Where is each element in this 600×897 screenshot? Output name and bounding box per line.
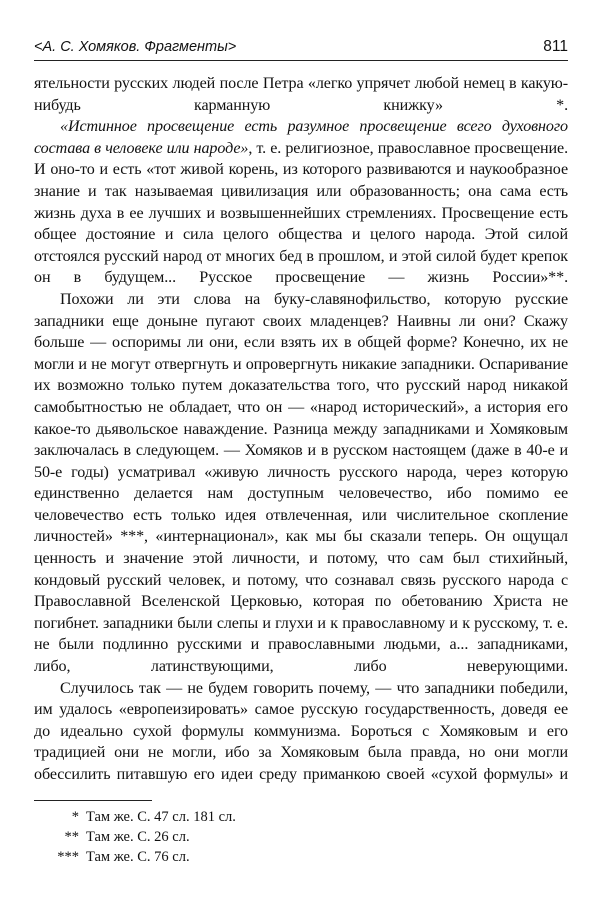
running-head: [34, 26, 568, 54]
footnote-rule: [34, 800, 152, 801]
header-rule: [34, 60, 568, 61]
footnote-text: Там же. С. 26 сл.: [86, 828, 190, 845]
paragraph-2: [34, 116, 568, 289]
book-page: [34, 26, 568, 867]
footnote: [34, 827, 568, 847]
paragraph-2-quote: «Истинное просвещение есть разумное просвещение всего духовного состава в человеке или народе»: [34, 118, 568, 157]
paragraph-1-text: ятельности русских людей после Петра «легко упрячет любой немец в какую-нибудь карманную книжку» *.: [34, 75, 568, 114]
footnote-mark: **: [64, 828, 79, 845]
paragraph-1: [34, 73, 568, 116]
paragraph-4-text: Случилось так — не будем говорить почему, — что западники победили, им удалось «европеизировать» самое русскую государственность, доведя ее до идеально сухой формулы коммунизма. Бороться с Хомяковым и его традицией они не могли, ибо за Хомяковым была правда, но они могли обессилить питавшую его идеи среду приманкою своей «сухой формулы» и: [34, 679, 568, 783]
paragraph-2-text: , т. е. религиозное, православное просвещение. И оно-то и есть «тот живой корень, из которого развиваются и наукообразное знание и так называемая цивилизация или образованность; она сама есть жизнь духа в ее лучших и возвышеннейших стремлениях. Просвещение есть общее достояние и сила целого общества и целого народа. Этой силой отстоялся русский народ от многих бед в прошлом, и этой силой будет крепок он в будущем... Русское просвещение — жизнь России»**.: [34, 139, 568, 287]
paragraph-3-text: Похожи ли эти слова на буку-славянофильство, которую русские западники еще доныне пугают своих младенцев? Наивны ли они? Скажу больше — оспоримы ли они, если взять их в общей форме? Конечно, их не могли и не могут отвергнуть и опровергнуть никакие западники. Оспаривание их возможно только путем доказательства того, что русский народ никакой самобытностью не обладает, что он — «народ исторический», а история его какое-то дьявольское наваждение. Разница между западниками и Хомяковым заключалась в следующем. — Хомяков и в русском настоящем (даже в 40-е и 50-е годы) усматривал «живую личность русского народа, через которую единственно делается нам доступным человечество, ибо помимо ее человечество есть только идея отвлеченная, или числительное скопление личностей» ***, «интернационал», как мы бы сказали теперь. Он ощущал ценность и значение этой личности, и потому, что сам был стихийный, кондовый русский человек, и потому, что сознавал связь русского народа с Православной Вселенской Церковью, которая по обетованию Христа не погибнет. западники были слепы и глухи и к православному и к русскому, т. е. не были подлинно русскими и православными людьми, а... западниками, либо, латинствующими, либо неверующими.: [34, 290, 568, 676]
footnote-mark: *: [71, 808, 79, 825]
footnote-text: Там же. С. 76 сл.: [86, 848, 190, 865]
footnote: [34, 807, 568, 827]
footnotes: [34, 807, 568, 867]
running-head-title: <А. С. Хомяков. Фрагменты>: [34, 38, 237, 55]
paragraph-4: [34, 678, 568, 786]
footnote-text: Там же. С. 47 сл. 181 сл.: [86, 808, 236, 825]
paragraph-3: [34, 289, 568, 678]
page-number: 811: [543, 37, 568, 55]
footnote: [34, 847, 568, 867]
main-text: [34, 73, 568, 786]
footnote-mark: ***: [57, 848, 79, 865]
